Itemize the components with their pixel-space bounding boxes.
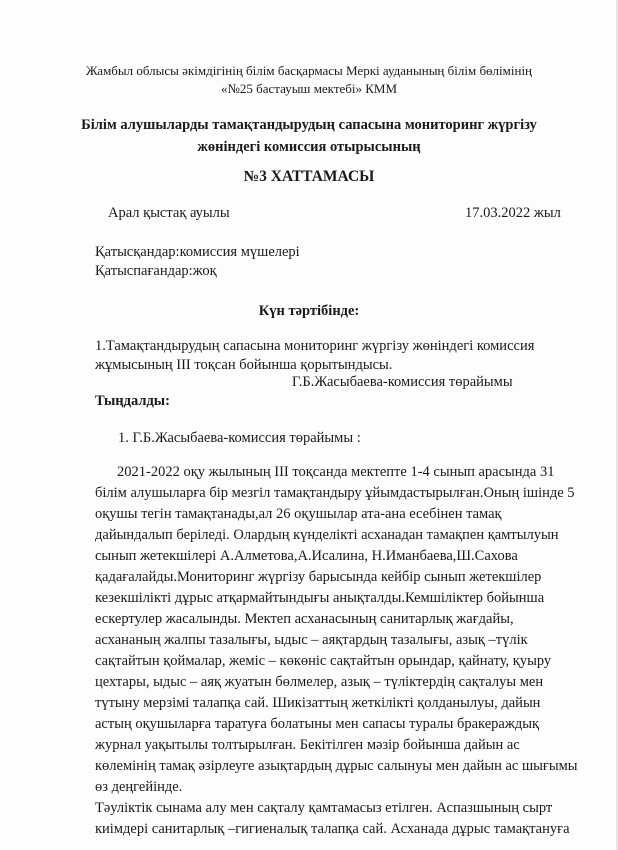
paragraph-line: киімдері санитарлық –гигиеналық талапқа сай. Асханада дұрыс тамақтануға: [95, 821, 570, 837]
paragraph-line: Тәуліктік сынама алу мен сақталу қамтамасыз етілген. Аспазшының сырт: [95, 800, 553, 816]
paragraph-line: оқушы тегін тамақтанады,ал 26 оқушылар ата-ана есебінен тамақ: [95, 506, 502, 522]
paragraph-line: ескертулер жасалынды. Мектеп асханасының санитарлық жағдайы,: [95, 611, 514, 627]
paragraph-line: асхананың жалпы тазалығы, ыдыс – аяқтардың тазалығы, азық –түлік: [95, 632, 528, 648]
agenda-item-line-1: 1.Тамақтандырудың сапасына мониторинг жүргізу жөніндегі комиссия: [95, 338, 535, 354]
paragraph-line: қадағалайды.Мониторинг жүргізу барысында кейбір сынып жетекшілер: [95, 569, 542, 585]
paragraph-line: өз деңгейінде.: [95, 779, 183, 795]
paragraph-line: цехтары, ыдыс – аяқ жуатын бөлмелер, азық – түліктердің сақталуы мен: [95, 674, 544, 690]
org-line-2: «№25 бастауыш мектебі» КММ: [220, 81, 398, 96]
agenda-item-line-2: жұмысының ІІІ тоқсан бойынша қорытындысы.: [95, 357, 393, 373]
org-line-1: Жамбыл облысы әкімдігінің білім басқармасы Меркі ауданының білім бөлімінің: [85, 63, 533, 78]
paragraph-line: білім алушыларға бір мезгіл тамақтандыру ұйымдастырылған.Оның ішінде 5: [95, 485, 575, 501]
title-line-1: Білім алушыларды тамақтандырудың сапасына мониторинг жүргізу: [81, 117, 537, 133]
meeting-date: 17.03.2022 жыл: [465, 205, 561, 221]
paragraph-line: дайындалып беріледі. Олардың күнделікті асханадан тамақпен қамтылуын: [95, 527, 559, 543]
meeting-place: Арал қыстақ ауылы: [108, 205, 230, 221]
heard-speaker: 1. Г.Б.Жасыбаева-комиссия төрайымы :: [118, 430, 361, 446]
agenda-heading: Күн тәртібінде:: [258, 303, 360, 319]
agenda-speaker: Г.Б.Жасыбаева-комиссия төрайымы: [292, 374, 513, 390]
paragraph-line: сақтайтын қоймалар, жеміс – көкөніс сақтайтын орындар, қайнату, қуыру: [95, 653, 552, 669]
absent-line: Қатыспағандар:жоқ: [95, 263, 217, 279]
paragraph-line: астың оқушыларға таратуға болатыны мен сапасы туралы бракераждық: [95, 716, 540, 732]
title-line-2: жөніндегі комиссия отырысының: [197, 139, 421, 155]
protocol-number: №3 ХАТТАМАСЫ: [243, 168, 375, 185]
heard-heading: Тыңдалды:: [95, 393, 170, 409]
paragraph-line: сынып жетекшілері А.Алметова,А.Исалина, Н.Иманбаева,Ш.Сахова: [95, 548, 518, 564]
paragraph-line: журнал уақытылы толтырылған. Бекітілген мәзір бойынша дайын ас: [95, 737, 520, 753]
paragraph-line: 2021-2022 оқу жылының ІІІ тоқсанда мектепте 1-4 сынып арасында 31: [117, 464, 555, 480]
paragraph-line: көлемінің тамақ әзірлеуге азықтардың дұрыс салынуы мен дайын ас шығымы: [95, 758, 578, 774]
paragraph-line: түтыну мерзімі талапқа сай. Шикізаттың жеткілікті қолданылуы, дайын: [95, 695, 541, 711]
paragraph-line: кезекшілікті дұрыс атқармайтындығы анықталды.Кемшіліктер бойынша: [95, 590, 545, 606]
present-line: Қатысқандар:комиссия мүшелері: [95, 244, 300, 260]
